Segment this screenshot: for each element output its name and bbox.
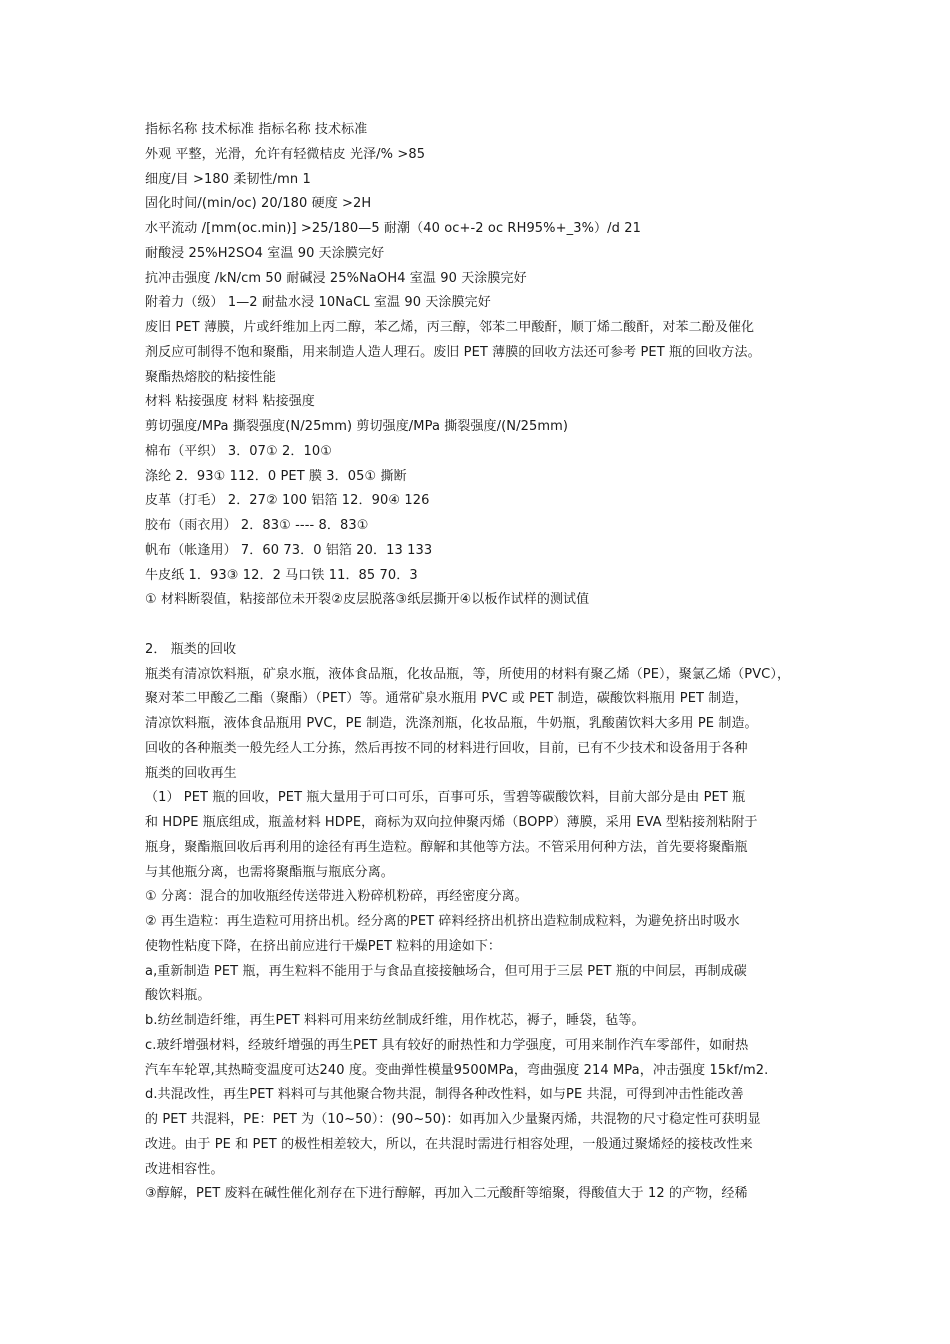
text-line: 回收的各种瓶类一般先经人工分拣，然后再按不同的材料进行回收，目前，已有不少技术和设备用于各种 [145,740,748,756]
text-line: 瓶身，聚酯瓶回收后再利用的途径有再生造粒。醇解和其他等方法。不管采用何种方法，首先要将聚酯瓶 [145,839,748,855]
text-line: 瓶类的回收再生 [145,765,237,781]
text-line: 改进。由于 PE 和 PET 的极性相差较大，所以，在共混时需进行相容处理，一般通过聚烯烃的接枝改性来 [145,1136,753,1152]
text-line: 改进相容性。 [145,1161,224,1177]
table-row: 胶布（雨衣用） 2．83① ---- 8．83① [145,518,369,533]
text-line: ③醇解，PET 废料在碱性催化剂存在下进行醇解，再加入二元酸酐等缩聚，得酸值大于 12 的产物，经稀 [145,1186,748,1202]
text-line: 瓶类有清凉饮料瓶，矿泉水瓶，液体食品瓶，化妆品瓶，等，所使用的材料有聚乙烯（PE），聚氯乙烯（PVC）， [145,666,791,682]
text-line: 水平流动 /[mm(oc.min)] >25/180—5 耐潮（40 oc+-2 oc RH95%+_3%）/d 21 [145,221,641,236]
text-line: 细度/目 >180 柔韧性/mn 1 [145,171,311,187]
text-line: 与其他瓶分离，也需将聚酯瓶与瓶底分离。 [145,864,394,880]
text-line: 和 HDPE 瓶底组成，瓶盖材料 HDPE，商标为双向拉伸聚丙烯（BOPP）薄膜，采用 EVA 型粘接剂粘附于 [145,815,758,830]
text-line: 聚对苯二甲酸乙二酯（聚酯）（PET）等。通常矿泉水瓶用 PVC 或 PET 制造，碳酸饮料瓶用 PET 制造， [145,691,748,707]
text-line: （1） PET 瓶的回收，PET 瓶大量用于可口可乐，百事可乐，雪碧等碳酸饮料，目前大部分是由 PET 瓶 [145,790,746,806]
text-line: ② 再生造粒：再生造粒可用挤出机。经分离的PET 碎料经挤出机挤出造粒制成粒料，为避免挤出时吸水 [145,914,740,929]
text-line: 废旧 PET 薄膜，片或纤维加上丙二醇，苯乙烯，丙三醇，邻苯二甲酸酐，顺丁烯二酸酐，对苯二酚及催化 [145,320,755,335]
blank-line [145,613,835,638]
text-line: 的 PET 共混料，PE：PET 为（10~50）：(90~50)：如再加入少量聚丙烯，共混物的尺寸稳定性可获明显 [145,1112,761,1127]
table-header: 材料 粘接强度 材料 粘接强度 [145,394,315,410]
text-line: 抗冲击强度 /kN/cm 50 耐碱浸 25%NaOH4 室温 90 天涂膜完好 [145,270,527,286]
section-heading: 聚酯热熔胶的粘接性能 [145,369,277,385]
text-line: 酸饮料瓶。 [145,988,211,1004]
table-row: 涤纶 2．93① 112．0 PET 膜 3．05① 撕断 [145,468,407,484]
text-line: ① 分离：混合的加收瓶经传送带进入粉碎机粉碎，再经密度分离。 [145,889,528,905]
text-line: 指标名称 技术标准 指标名称 技术标准 [145,122,368,137]
text-line: 耐酸浸 25%H2SO4 室温 90 天涂膜完好 [145,245,385,261]
section-heading: 2． 瓶类的回收 [145,641,237,657]
table-subheader: 剪切强度/MPa 撕裂强度(N/25mm) 剪切强度/MPa 撕裂强度/(N/25mm) [145,419,569,434]
text-line: b.纺丝制造纤维，再生PET 料料可用来纺丝制成纤维，用作枕芯，褥子，睡袋，毡等。 [145,1013,645,1028]
table-row: 皮革（打毛） 2．27② 100 铝箔 12．90④ 126 [145,493,430,509]
text-line: d.共混改性，再生PET 料料可与其他聚合物共混，制得各种改性料，如与PE 共混，可得到冲击性能改善 [145,1087,744,1103]
text-line: 汽车车轮罩,其热畸变温度可达240 度。变曲弹性模量9500MPa，弯曲强度 214 MPa，冲击强度 15kf/m2. [145,1062,769,1078]
text-line: 附着力（级） 1—2 耐盐水浸 10NaCL 室温 90 天涂膜完好 [145,295,491,311]
text-line: 剂反应可制得不饱和聚酯，用来制造人造人理石。废旧 PET 薄膜的回收方法还可参考 PET 瓶的回收方法。 [145,344,761,360]
table-row: 牛皮纸 1．93③ 12．2 马口铁 11．85 70．3 [145,567,418,583]
table-row: 棉布（平织） 3．07① 2．10① [145,443,332,459]
text-line: 使物性粘度下降，在挤出前应进行干燥PET 粒料的用途如下： [145,938,502,954]
table-row: 帆布（帐逢用） 7．60 73．0 铝箔 20．13 133 [145,542,433,558]
text-line: c.玻纤增强材料，经玻纤增强的再生PET 具有较好的耐热性和力学强度，可用来制作汽车零部件，如耐热 [145,1037,749,1053]
document-body [145,118,835,1207]
text-line: 清凉饮料瓶，液体食品瓶用 PVC，PE 制造，洗涤剂瓶，化妆品瓶，牛奶瓶，乳酸菌饮料大多用 PE 制造。 [145,716,758,731]
text-line: a,重新制造 PET 瓶，再生粒料不能用于与食品直接接触场合，但可用于三层 PET 瓶的中间层，再制成碳 [145,963,747,979]
text-line: 外观 平整，光滑，允许有轻微桔皮 光泽/% >85 [145,146,426,162]
text-line: 固化时间/(min/oc) 20/180 硬度 >2H [145,196,372,212]
table-footnote: ① 材料断裂值，粘接部位未开裂②皮层脱落③纸层撕开④以板作试样的测试值 [145,592,590,608]
